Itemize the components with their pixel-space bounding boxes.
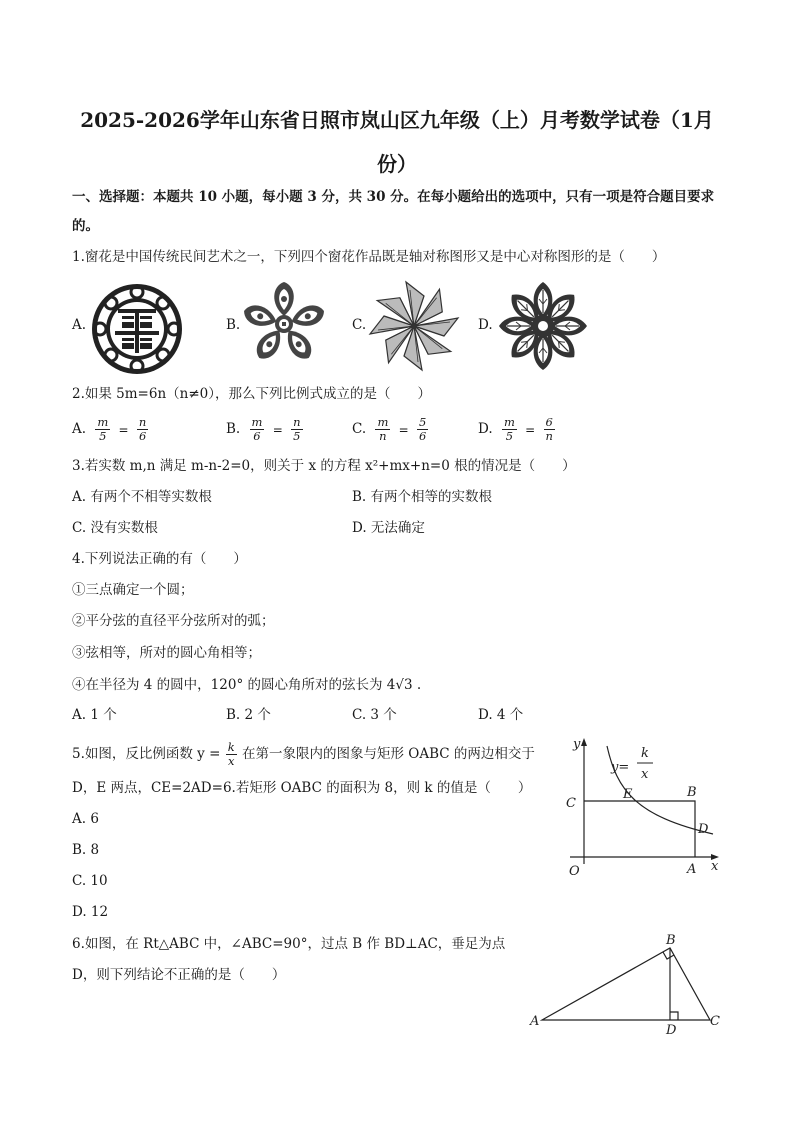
q5-point-b: B — [687, 785, 697, 800]
exam-title-line1: 2025-2026学年山东省日照市岚山区九年级（上）月考数学试卷（1月 — [80, 108, 714, 132]
q1-option-b-label: B. — [226, 317, 241, 333]
flower-paper-cut-icon — [240, 280, 328, 368]
q5-rectangle-hyperbola-figure — [555, 730, 735, 880]
q2-option-c-label: C. — [352, 421, 367, 437]
q6-point-a: A — [530, 1014, 540, 1029]
q1-option-a-label: A. — [72, 317, 87, 333]
q2-option-b-right-fraction — [291, 416, 302, 443]
q2-option-d — [478, 416, 556, 443]
q3-option-a: A. 有两个不相等实数根 — [72, 489, 212, 505]
q2-option-a-left-fraction — [95, 416, 110, 443]
q2-stem: 2.如果 5m=6n（n≠0），那么下列比例式成立的是（ ） — [72, 386, 432, 402]
q2-d-equals: = — [525, 422, 536, 437]
q5-point-o: O — [569, 864, 580, 879]
q2-a-equals: = — [118, 422, 129, 437]
section-heading-line1: 一、选择题：本题共 10 小题，每小题 3 分，共 30 分。在每小题给出的选项中，只有一项是符合题目要求 — [72, 189, 715, 205]
q5-stem-pre: 5.如图，反比例函数 y = — [72, 746, 221, 762]
q5-stem-post: 在第一象限内的图象与矩形 OABC 的两边相交于 — [241, 746, 535, 762]
q5-stem-line1 — [72, 741, 535, 768]
q4-item-3: ③弦相等，所对的圆心角相等； — [72, 645, 261, 661]
q4-option-d: D. 4 个 — [478, 707, 524, 723]
q5-stem-line2: D，E 两点，CE=2AD=6.若矩形 OABC 的面积为 8，则 k 的值是（ ） — [72, 780, 532, 796]
q4-option-a: A. 1 个 — [72, 707, 117, 723]
q5-point-c: C — [566, 796, 576, 811]
q1-stem: 1.窗花是中国传统民间艺术之一，下列四个窗花作品既是轴对称图形又是中心对称图形的是（ ） — [72, 249, 666, 265]
q6-stem-line1: 6.如图，在 Rt△ABC 中，∠ABC=90°，过点 B 作 BD⊥AC，垂足为点 — [72, 936, 506, 952]
q4-item-1: ①三点确定一个圆； — [72, 582, 194, 598]
q5-stem-frac-num: k — [227, 740, 235, 754]
q2-option-c-right-fraction — [417, 416, 428, 443]
q2-c-equals: = — [398, 422, 409, 437]
q2-option-b — [226, 416, 304, 443]
q6-right-triangle-figure — [522, 930, 734, 1040]
q2-a-left-den: 5 — [99, 429, 107, 443]
q2-option-d-left-fraction — [502, 416, 517, 443]
q5-stem-frac-den: x — [227, 754, 235, 768]
q2-c-right-num: 5 — [419, 415, 427, 429]
q5-point-d: D — [698, 822, 709, 837]
q5-curve-label-num: k — [641, 746, 649, 761]
q2-d-left-num: m — [503, 415, 515, 429]
q2-d-left-den: 5 — [505, 429, 514, 443]
q5-option-d: D. 12 — [72, 904, 109, 920]
exam-title — [60, 98, 734, 186]
q2-b-left-num: m — [251, 415, 263, 429]
q5-stem-fraction — [226, 741, 237, 768]
q6-point-b: B — [666, 933, 676, 948]
leaf-flower-paper-cut-icon — [497, 280, 589, 372]
q2-b-right-num: n — [293, 415, 301, 429]
q2-option-a — [72, 416, 149, 443]
q5-axis-x-label: x — [711, 859, 719, 874]
q3-option-c: C. 没有实数根 — [72, 520, 158, 536]
q3-option-d: D. 无法确定 — [352, 520, 425, 536]
q2-a-left-num: m — [97, 415, 109, 429]
q6-stem-line2: D，则下列结论不正确的是（ ） — [72, 967, 286, 983]
q2-d-right-num: 6 — [544, 416, 555, 430]
q5-point-e: E — [623, 787, 633, 802]
q4-item-2: ②平分弦的直径平分弦所对的弧； — [72, 613, 275, 629]
q2-a-right-den: 6 — [138, 429, 147, 443]
q5-option-a: A. 6 — [72, 811, 99, 827]
section-heading-line2: 的。 — [72, 218, 99, 234]
q6-point-c: C — [710, 1014, 720, 1029]
q2-option-a-label: A. — [72, 421, 87, 437]
q2-option-b-left-fraction — [250, 416, 265, 443]
q2-option-d-label: D. — [478, 421, 493, 437]
q2-c-left-den: n — [379, 429, 387, 443]
q4-option-c: C. 3 个 — [352, 707, 397, 723]
q1-option-c-label: C. — [352, 317, 367, 333]
q2-b-left-den: 6 — [253, 429, 261, 443]
q2-option-d-right-fraction — [544, 416, 555, 443]
q5-axis-y-label: y — [573, 737, 581, 752]
q4-item-4: ④在半径为 4 的圆中，120° 的圆心角所对的弦长为 4√3 . — [72, 677, 422, 693]
q5-curve-label-pre: y= — [611, 760, 630, 775]
q2-option-a-right-fraction — [137, 416, 148, 443]
q4-stem: 4.下列说法正确的有（ ） — [72, 551, 247, 567]
q2-b-right-den: 5 — [293, 429, 301, 443]
q2-option-c-left-fraction — [375, 416, 390, 443]
q2-c-right-den: 6 — [419, 429, 427, 443]
q1-option-d-label: D. — [478, 317, 493, 333]
q6-point-d: D — [666, 1023, 677, 1038]
q2-a-right-num: n — [138, 415, 147, 429]
q5-point-a: A — [687, 862, 697, 877]
q2-b-equals: = — [272, 422, 283, 437]
double-happiness-paper-cut-icon — [88, 282, 186, 376]
q5-option-b: B. 8 — [72, 842, 100, 858]
q2-option-b-label: B. — [226, 421, 241, 437]
q3-option-b: B. 有两个相等的实数根 — [352, 489, 493, 505]
q2-c-left-num: m — [377, 415, 389, 429]
q2-d-right-den: n — [545, 429, 553, 443]
pinwheel-paper-cut-icon — [368, 280, 460, 372]
q5-option-c: C. 10 — [72, 873, 108, 889]
q5-curve-label-den: x — [641, 767, 649, 782]
q4-option-b: B. 2 个 — [226, 707, 271, 723]
q3-stem: 3.若实数 m,n 满足 m-n-2=0，则关于 x 的方程 x²+mx+n=0 根的情况是（ ） — [72, 458, 576, 474]
exam-title-line2: 份） — [377, 152, 417, 176]
q2-option-c — [352, 416, 429, 443]
